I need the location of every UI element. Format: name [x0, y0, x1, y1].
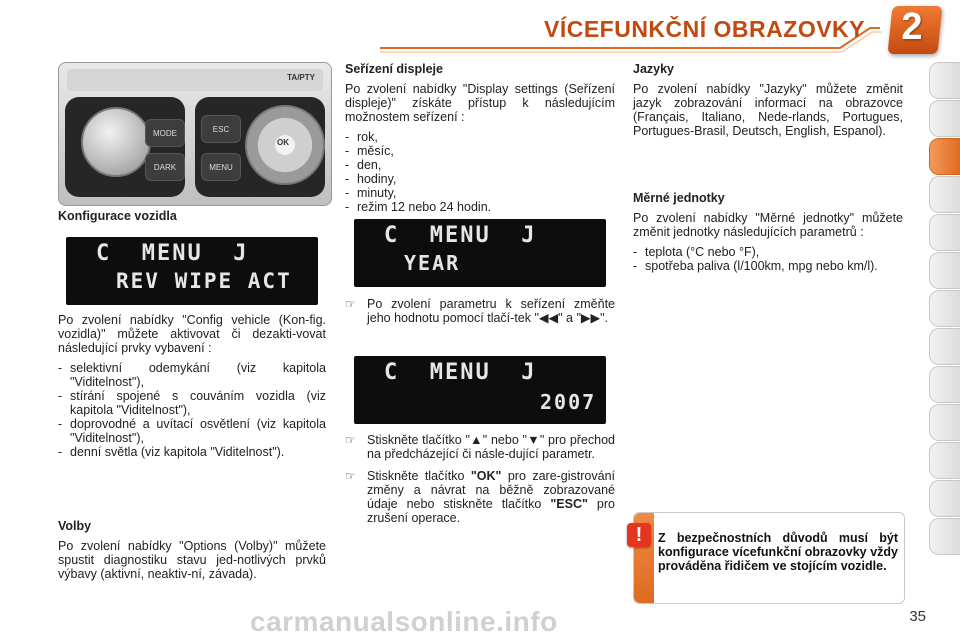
right-column	[633, 62, 903, 144]
chapter-tab[interactable]	[929, 442, 960, 479]
page-title: VÍCEFUNKČNÍ OBRAZOVKY	[543, 16, 865, 42]
step-text: pro zrušení operace.	[367, 497, 615, 525]
units-list	[633, 245, 903, 273]
ok-button: OK	[277, 138, 289, 147]
chapter-tabs	[924, 62, 960, 577]
lcd-line-1: C MENU J	[384, 223, 537, 248]
lcd-line-1: C MENU J	[384, 360, 537, 385]
display-setting-item: - měsíc,	[345, 144, 615, 158]
units-heading: Měrné jednotky	[633, 191, 725, 205]
display-setting-item: - minuty,	[345, 186, 615, 200]
config-intro: Po zvolení nabídky "Config vehicle (Kon-fig. vozidla)" můžete aktivovat či dezakti-vovat následující prvky vybavení :	[58, 313, 326, 355]
step-change-parameter: ☞ Stiskněte tlačítko "▲" nebo "▼" pro přechod na předcházející či násle-dující parametr.	[345, 433, 615, 461]
middle-column	[345, 62, 615, 214]
options-text: Po zvolení nabídky "Options (Volby)" můžete spustit diagnostiku stavu jed-notlivých prvků výbavy (aktivní, neaktiv-ní, závada).	[58, 539, 326, 581]
lcd-line-2: REV WIPE ACT	[116, 269, 292, 293]
ok-key-label: "OK"	[470, 469, 502, 483]
chapter-tab[interactable]	[929, 290, 960, 327]
units-intro: Po zvolení nabídky "Měrné jednotky" můžete změnit jednotky následujících parametrů :	[633, 211, 903, 239]
config-item: - denní světla (viz kapitola "Viditelnost").	[58, 445, 326, 459]
config-item-list	[58, 361, 326, 459]
lcd-display-config	[66, 237, 318, 305]
right-control-panel	[195, 97, 325, 197]
page-header	[0, 0, 960, 62]
chapter-tab[interactable]	[929, 518, 960, 555]
left-control-panel	[65, 97, 185, 197]
display-setting-item: - rok,	[345, 130, 615, 144]
page-number: 35	[909, 608, 926, 625]
ta-pty-label: TA/PTY	[287, 73, 315, 82]
options-heading: Volby	[58, 519, 92, 533]
units-item: - spotřeba paliva (l/100km, mpg nebo km/l).	[633, 259, 903, 273]
left-column	[58, 209, 326, 229]
languages-heading: Jazyky	[633, 62, 675, 76]
chapter-tab[interactable]	[929, 252, 960, 289]
watermark: carmanualsonline.info	[250, 606, 558, 637]
languages-text: Po zvolení nabídky "Jazyky" můžete změnit jazyk zobrazování informací na obrazovce (Français, Italiano, Nede-rlands, Portugues, Portugues-Brasil, Deutsch, English, Espanol).	[633, 82, 903, 138]
config-item: - selektivní odemykání (viz kapitola "Viditelnost"),	[58, 361, 326, 389]
lcd-display-year	[354, 219, 606, 287]
units-item: - teplota (°C nebo °F),	[633, 245, 903, 259]
chapter-tab[interactable]	[929, 328, 960, 365]
display-setting-item: - hodiny,	[345, 172, 615, 186]
config-heading: Konfigurace vozidla	[58, 209, 177, 223]
display-settings-list	[345, 130, 615, 214]
step1-block	[345, 297, 615, 333]
control-panel-photo	[58, 62, 332, 206]
config-item: - stírání spojené s couváním vozidla (viz kapitola "Viditelnost"),	[58, 389, 326, 417]
esc-key-label: "ESC"	[550, 497, 588, 511]
chapter-tab[interactable]	[929, 480, 960, 517]
chapter-tab[interactable]	[929, 176, 960, 213]
chapter-tab[interactable]	[929, 366, 960, 403]
lcd-line-2: 2007	[540, 390, 597, 414]
mode-button: MODE	[145, 119, 185, 147]
lcd-display-2007	[354, 356, 606, 424]
step-text: pro zare-gistrování změny a návrat na běžně zobrazované údaje nebo stiskněte tlačítko	[367, 469, 616, 511]
display-setting-item: - den,	[345, 158, 615, 172]
steps-block	[345, 433, 615, 533]
display-setting-item: - režim 12 nebo 24 hodin.	[345, 200, 615, 214]
menu-button: MENU	[201, 153, 241, 181]
lcd-line-1: C MENU J	[96, 241, 249, 266]
chapter-number: 2	[901, 6, 923, 48]
warning-icon: !	[627, 523, 651, 547]
chapter-tab[interactable]	[929, 100, 960, 137]
step-list	[345, 297, 615, 325]
chapter-tab[interactable]	[929, 62, 960, 99]
step-text: Stiskněte tlačítko	[367, 469, 471, 483]
panel-top-strip	[67, 69, 323, 91]
chapter-tab[interactable]	[929, 404, 960, 441]
units-block	[633, 191, 903, 273]
dark-button: DARK	[145, 153, 185, 181]
config-item: - doprovodné a uvítací osvětlení (viz kapitola "Viditelnost"),	[58, 417, 326, 445]
volume-knob	[81, 107, 151, 177]
step-adjust-value: ☞ Po zvolení parametru k seřízení změňte jeho hodnotu pomocí tlačí-tek "◀◀" a "▶▶".	[345, 297, 615, 325]
esc-button: ESC	[201, 115, 241, 143]
chapter-tab-active[interactable]	[929, 138, 960, 175]
display-settings-heading: Seřízení displeje	[345, 62, 443, 76]
chapter-tab[interactable]	[929, 214, 960, 251]
display-settings-intro: Po zvolení nabídky "Display settings (Seřízení displeje)" získáte přístup k následujícím možnostem seřízení :	[345, 82, 615, 124]
lcd-line-2: YEAR	[404, 251, 461, 275]
warning-text: Z bezpečnostních důvodů musí být konfigurace vícefunkční obrazovky vždy prováděna řidičem ve stojícím vozidle.	[658, 531, 898, 573]
step-confirm	[345, 469, 615, 525]
options-block	[58, 519, 326, 587]
config-text-block	[58, 313, 326, 459]
step-list	[345, 433, 615, 525]
